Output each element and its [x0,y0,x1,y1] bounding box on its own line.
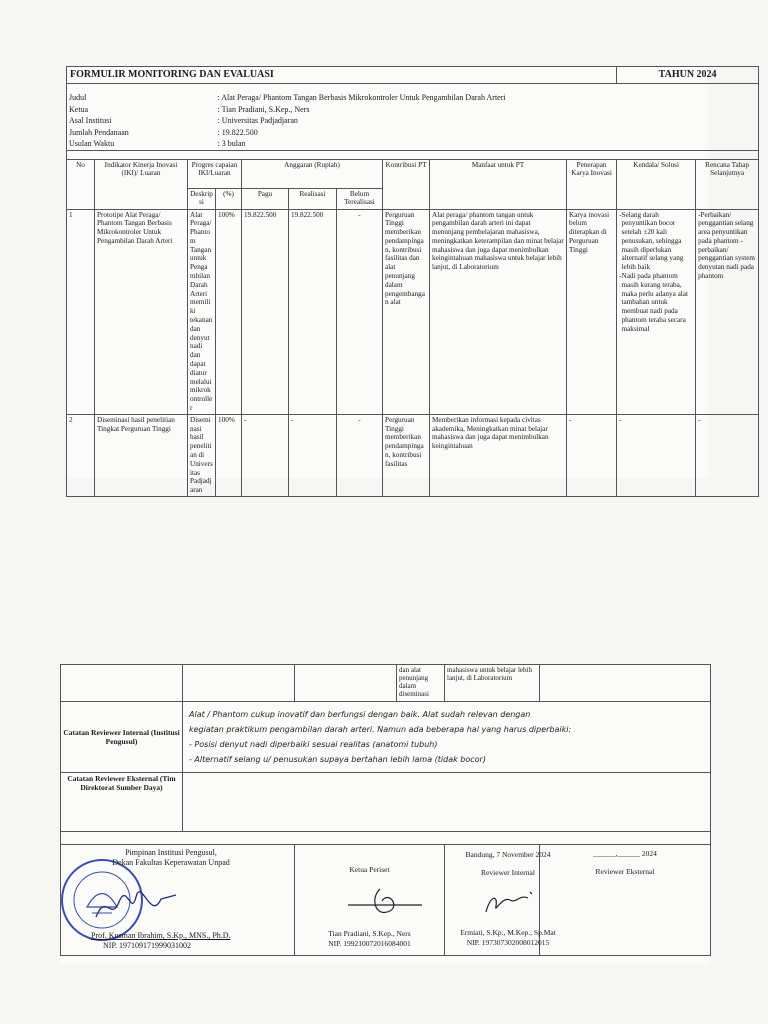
row-rencana: - [696,414,759,496]
header-iki: Indikator Kinerja Inovasi (IKI)/ Luaran [95,159,188,209]
row-pagu: 19.822.500 [242,209,289,414]
meta-label: Asal Institusi [67,115,216,127]
header-persen: (%) [216,188,242,209]
internal-block [435,848,581,952]
meta-label: Jumlah Pendanaan [67,127,216,139]
row-deskripsi: Alat Peraga/ Phantom Tangan untuk Pengambilan Darah Arteri memiliki tekanan dan denyut nadi dan dapat diatur melalui mikrokontroller [188,209,216,414]
note-line: - Posisi denyut nadi diperbaiki sesuai realitas (anatomi tubuh) [189,740,438,749]
meta-value: : 19.822.500 [216,127,759,139]
sign-ketua [295,845,445,956]
header-kontribusi: Kontribusi PT [383,159,430,209]
page-1 [66,66,755,495]
table-row [67,209,759,414]
leader-title1: Pimpinan Institusi Pengusul, [125,848,217,857]
header-deskripsi: Deskripsi [188,188,216,209]
row-kontribusi: Perguruan Tinggi memberikan pendampingan, kontribusi fasilitas dan alat penunjang dalam pengembangan alat [383,209,430,414]
cont-kontribusi: dan alat penunjang dalam diseminasi [397,665,445,702]
internal-signature [480,886,540,920]
page-2 [60,664,710,964]
header-rencana: Rencana Tahap Selanjutnya [696,159,759,209]
row-rencana: -Perbaikan/ penggantian selang area penyuntikan pada phantom - perbaikan/ penggantian system denyutan nadi pada phantom [696,209,759,414]
ketua-signature [340,883,430,923]
row-manfaat: Memberikan informasi kepada civitas akademika, Meningkatkan minat belajar mahasiswa dan juga dapat menimbulkan keingintahuan [430,414,567,496]
internal-date: Bandung, 7 November 2024 [465,850,551,859]
external-title: Reviewer Eksternal [595,867,655,876]
leader-name: Prof. Kusman Ibrahim, S.Kp., MNS., Ph.D. [91,931,231,940]
form-table [66,66,759,497]
cont-manfaat: mahasiswa untuk belajar lebih lanjut, di Laboratorium [445,665,540,702]
reviewer-external-label: Catatan Reviewer Eksternal (Tim Direktorat Sumber Daya) [61,773,183,832]
meta-value: : Universitas Padjadjaran [216,115,759,127]
sign-leader [61,845,295,956]
header-progres: Progres capaian IKI/Luaran [188,159,242,188]
meta-value: : 3 bulan [216,138,759,150]
row-belum: - [337,414,383,496]
form-year: TAHUN 2024 [617,67,759,84]
ketua-nip: NIP. 199210072016084001 [328,939,411,948]
row-no: 1 [67,209,95,414]
leader-title2: Dekan Fakultas Keperawatan Unpad [112,858,230,867]
row-iki: Prototipe Alat Peraga/ Phantom Tangan Berbasis Mikrokontroler Untuk Pengambilan Darah Arteri [95,209,188,414]
form-title: FORMULIR MONITORING DAN EVALUASI [67,67,617,84]
row-iki: Diseminasi hasil penelitian Tingkat Perguruan Tinggi [95,414,188,496]
ketua-name: Tian Pradiani, S.Kep., Ners [328,929,411,938]
row-belum: - [337,209,383,414]
header-anggaran: Anggaran (Rupiah) [242,159,383,188]
ketua-title: Ketua Periset [349,865,390,874]
meta-value: : Alat Peraga/ Phantom Tangan Berbasis Mikrokontroler Untuk Pengambilan Darah Arteri [216,92,759,104]
internal-name: Ermiati, S.Kp., M.Kep., Sp.Mat [460,928,556,937]
header-manfaat: Manfaat untuk PT [430,159,567,209]
meta-label: Usulan Waktu [67,138,216,150]
review-table [60,664,711,956]
kendala-item: Nadi pada phantom masih kurang teraba, maka perlu adanya alat tambahan untuk membuat nadi pada phantom teraba secara maksimal [621,272,688,333]
meta-label: Judul [67,92,216,104]
row-manfaat: Alat peraga/ phantom tangan untuk pengambilan darah arteri ini dapat menunjang pembelajaran mahasiswa, meningkatkan keterampilan dan minat belajar mahasiswa dan juga dapat menimbulkan keingintahuan mahasiswa untuk belajar lebih lanjut, di Laboratorium [430,209,567,414]
leader-signature [91,887,181,927]
note-line: kegiatan praktikum pengambilan darah arteri. Namun ada beberapa hal yang harus diperbaiki: [189,725,572,734]
leader-nip: NIP. 197109171999031002 [103,941,192,950]
row-no: 2 [67,414,95,496]
row-persen: 100% [216,209,242,414]
row-deskripsi: Diseminasi hasil penelitian di Universitas Padjadjaran [188,414,216,496]
meta-label: Ketua [67,104,216,116]
row-realisasi: 19.822.500 [289,209,337,414]
row-penerapan: Karya inovasi belum diterapkan di Perguruan Tinggi [567,209,617,414]
header-no: No [67,159,95,209]
table-row [67,414,759,496]
row-kendala: - Selang darah penyuntikan bocor setelah ±20 kali penusukan, sehingga masih diperlukan alternatif selang yang lebih baik - Nadi pada phantom masih kurang teraba, maka perlu adanya alat tambahan untuk membuat nadi pada phantom teraba secara maksimal [617,209,696,414]
reviewer-external-notes [183,773,711,832]
internal-nip: NIP. 197307302008012015 [466,938,550,947]
row-kontribusi: Perguruan Tinggi memberikan pendampingan, kontribusi fasilitas [383,414,430,496]
row-realisasi: - [289,414,337,496]
row-penerapan: - [567,414,617,496]
internal-title: Reviewer Internal [481,868,535,877]
header-penerapan: Penerapan Karya Inovasi [567,159,617,209]
reviewer-internal-label: Catatan Reviewer Internal (Institusi Pengusul) [61,702,183,773]
meta-value: : Tian Pradiani, S.Kep., Ners [216,104,759,116]
row-kendala: - [617,414,696,496]
note-line: Alat / Phantom cukup inovatif dan berfungsi dengan baik. Alat sudah relevan dengan [189,710,531,719]
reviewer-internal-notes [183,702,711,773]
header-pagu: Pagu [242,188,289,209]
header-kendala: Kendala/ Solusi [617,159,696,209]
row-pagu: - [242,414,289,496]
row-persen: 100% [216,414,242,496]
kendala-item: Selang darah penyuntikan bocor setelah ±20 kali penusukan, sehingga masih diperlukan alternatif selang yang lebih baik [621,210,684,272]
header-realisasi: Realisasi [289,188,337,209]
header-belum: Belum Terealisasi [337,188,383,209]
note-line: - Alternatif selang u/ penusukan supaya bertahan lebih lama (tidak bocor) [189,755,486,764]
external-date: ______,______ 2024 [593,849,657,858]
